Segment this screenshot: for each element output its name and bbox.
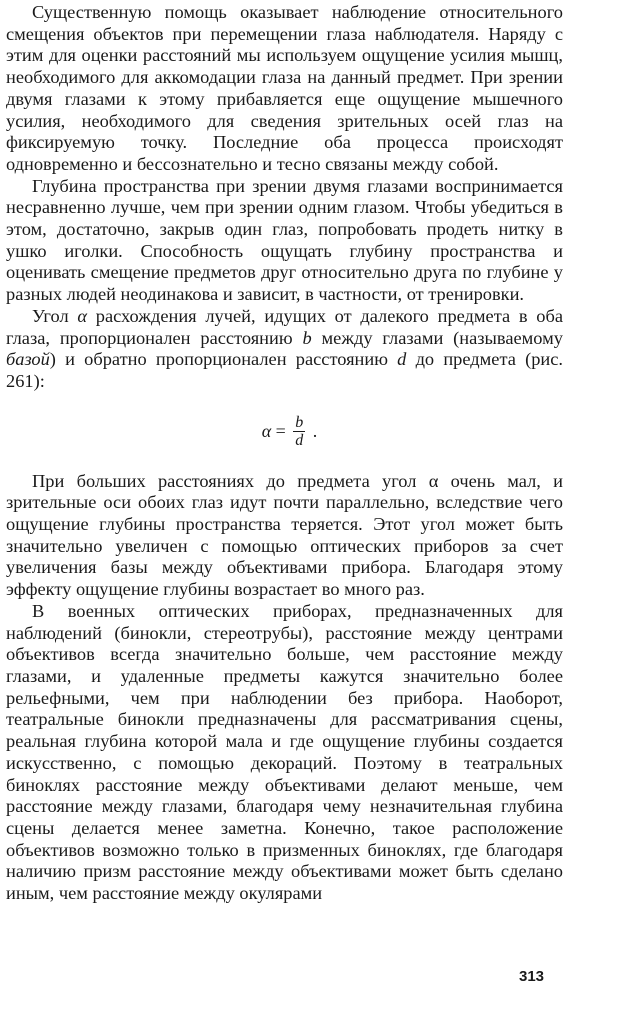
page-text — [6, 2, 563, 905]
formula-end: . — [308, 420, 318, 441]
alpha-symbol: α — [77, 305, 88, 326]
formula-fraction — [293, 414, 305, 449]
formula-denominator: d — [295, 432, 304, 450]
paragraph-2: Глубина пространства при зрении двумя глазами воспринимается несравненно лучше, чем при зрении одним глазом. Чтобы убедиться в этом, достаточно, закрыв один глаз, попробовать продеть нитку в ушко иголки. Способность ощущать глубину пространства и оценивать смещение предметов друг относительно друга по глубине у разных людей неодинакова и зависит, в частности, от тренировки. — [6, 175, 563, 305]
formula — [6, 393, 563, 471]
base-term: базой — [6, 349, 50, 370]
paragraph-3-part-3: между глазами (называемому — [311, 327, 563, 348]
paragraph-5: В военных оптических приборах, предназначенных для наблюдений (бинокли, стереотрубы), расстояние между центрами объективов всегда значительно больше, чем расстояние между глазами, и удаленные предметы кажутся значительно более рельефными, чем при наблюдении без прибора. Наоборот, театральные бинокли предназначены для рассматривания сцены, реальная глубина которой мала и где ощущение глубины создается искусственно, с помощью декораций. Поэтому в театральных биноклях расстояние между объективами делают меньше, чем расстояние между глазами, благодаря чему незначительная глубина сцены делается менее заметна. Конечно, такое расположение объективов возможно только в призменных биноклях, где благодаря наличию призм расстояние между объективами может быть сделано иным, чем расстояние между окулярами — [6, 600, 563, 904]
page-number: 313 — [519, 968, 545, 985]
formula-numerator: b — [295, 414, 304, 432]
paragraph-3-part-2: расхождения лучей, идущих от далекого предмета в оба глаза, пропорционален расстоянию — [6, 305, 563, 348]
formula-equals: = — [271, 420, 291, 441]
paragraph-4: При больших расстояниях до предмета угол α очень мал, и зрительные оси обоих глаз идут почти параллельно, вследствие чего ощущение глубины пространства теряется. Этот угол может быть значительно увеличен с помощью оптических приборов за счет увеличения базы между объективами прибора. Благодаря этому эффекту ощущение глубины возрастает во много раз. — [6, 470, 563, 600]
paragraph-1: Существенную помощь оказывает наблюдение относительного смещения объектов при перемещении глаза наблюдателя. Наряду с этим для оценки расстояний мы используем ощущение усилия мышц, необходимого для аккомодации глаза на данный предмет. При зрении двумя глазами к этому прибавляется еще ощущение мышечного усилия, необходимого для сведения зрительных осей глаз на фиксируемую точку. Последние оба процесса происходят одновременно и бессознательно и тесно связаны между собой. — [6, 2, 563, 174]
b-symbol: b — [302, 327, 312, 348]
paragraph-3-part-1: Угол — [32, 305, 78, 326]
paragraph-3 — [6, 306, 563, 393]
d-symbol: d — [397, 349, 407, 370]
paragraph-3-part-4: ) и обратно пропорционален расстоянию — [49, 349, 398, 370]
paragraph-3-part-5: до предмета (рис. 261): — [6, 349, 563, 391]
formula-lhs: α — [261, 420, 272, 441]
